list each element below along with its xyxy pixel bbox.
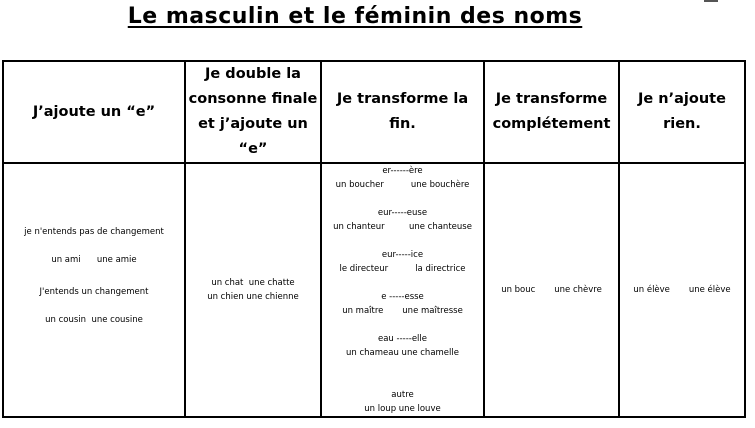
header-add-e: J’ajoute un “e” <box>3 61 185 163</box>
cell-transform-completely <box>484 163 619 417</box>
cell-add-e <box>3 163 185 417</box>
header-add-nothing: Je n’ajoute rien. <box>619 61 745 163</box>
cell-double-consonant <box>185 163 321 417</box>
example-chanteur: un chanteur une chanteuse <box>333 222 472 232</box>
example-directeur: le directeur la directrice <box>339 264 466 274</box>
rule-eau-elle: eau -----elle <box>377 334 428 344</box>
header-transform-completely: Je transforme complétement <box>484 61 619 163</box>
header-transform-ending: Je transforme la fin. <box>321 61 484 163</box>
page-title: Le masculin et le féminin des noms <box>127 4 583 29</box>
example-chien: un chien une chienne <box>207 292 299 302</box>
rule-er: er------ère <box>382 166 423 176</box>
rule-eur-ice: eur-----ice <box>381 250 424 260</box>
note-change: J'entends un changement <box>39 287 149 297</box>
example-ami: un ami une amie <box>51 255 137 265</box>
cell-add-nothing <box>619 163 745 417</box>
example-bouc: un bouc une chèvre <box>501 285 602 295</box>
example-maitre: un maître une maîtresse <box>342 306 463 316</box>
cell-transform-ending <box>321 163 484 417</box>
noun-gender-table <box>2 60 746 418</box>
example-chat: un chat une chatte <box>211 278 295 288</box>
example-chameau: un chameau une chamelle <box>346 348 459 358</box>
example-cousin: un cousin une cousine <box>45 315 143 325</box>
corner-mark <box>704 0 718 2</box>
rule-eur-euse: eur-----euse <box>377 208 428 218</box>
examples-row <box>3 163 745 417</box>
example-loup: un loup une louve <box>364 404 441 414</box>
header-row <box>3 61 745 163</box>
example-boucher: un boucher une bouchère <box>335 180 470 190</box>
note-no-change: je n'entends pas de changement <box>24 227 164 237</box>
rule-esse: e -----esse <box>381 292 424 302</box>
example-eleve: un élève une élève <box>633 285 731 295</box>
rule-autre: autre <box>391 390 414 400</box>
header-double-consonant: Je double la consonne finale et j’ajoute un “e” <box>185 61 321 163</box>
